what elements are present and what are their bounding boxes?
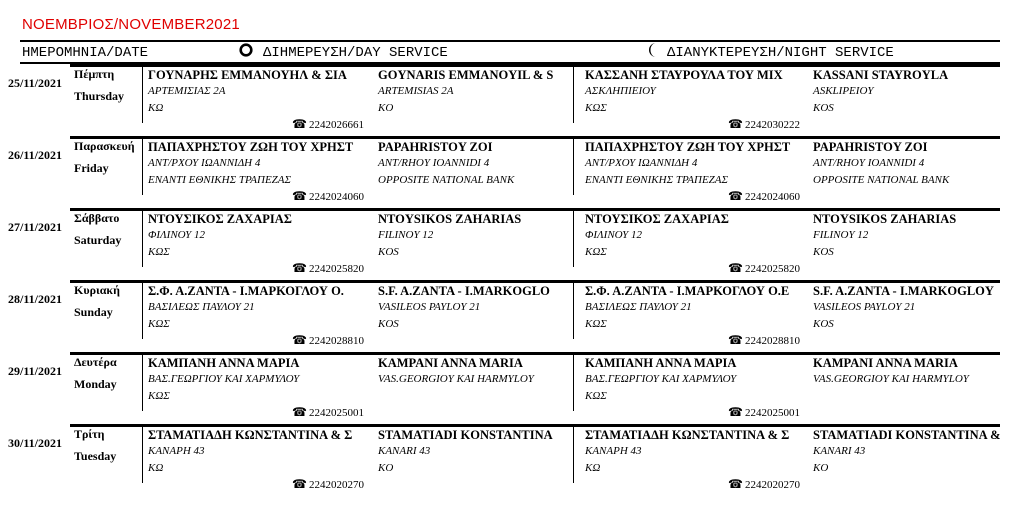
day-pharmacy-name-english: S.F. A.ZANTA - I.MARKOGLO — [378, 284, 550, 298]
night-pharmacy-city-greek: ΚΩ — [585, 462, 601, 474]
day-pharmacy-address-english: VASILEOS PAYLOY 21 — [378, 301, 481, 313]
row-day-greek: Τρίτη — [74, 427, 105, 441]
phone-icon: ☎ — [292, 117, 307, 131]
day-pharmacy-city-greek: ΕΝΑΝΤΙ ΕΘΝΙΚΗΣ ΤΡΑΠΕΖΑΣ — [148, 174, 292, 186]
night-pharmacy-address-english: KANARI 43 — [813, 445, 866, 457]
night-pharmacy-phone[interactable] — [728, 405, 800, 420]
phone-icon: ☎ — [292, 477, 307, 491]
day-pharmacy-name-greek: ΝΤΟΥΣΙΚΟΣ ΖΑΧΑΡΙΑΣ — [148, 212, 292, 226]
night-column-divider — [573, 427, 574, 483]
phone-number: 2242030222 — [744, 119, 800, 131]
table-row — [0, 64, 1030, 137]
day-pharmacy-city-greek: ΚΩΣ — [148, 390, 170, 402]
row-date: 28/11/2021 — [8, 292, 63, 306]
day-pharmacy-phone[interactable] — [292, 117, 364, 132]
row-day-greek: Σάββατο — [74, 211, 120, 225]
phone-number: 2242025820 — [308, 263, 364, 275]
table-row — [0, 136, 1030, 209]
night-column-divider — [573, 355, 574, 411]
night-pharmacy-city-english: KO — [813, 462, 829, 474]
day-pharmacy-city-greek: ΚΩΣ — [148, 246, 170, 258]
row-day-english: Tuesday — [74, 449, 117, 463]
row-day-english: Sunday — [74, 305, 113, 319]
night-pharmacy-phone[interactable] — [728, 261, 800, 276]
night-column-divider — [573, 67, 574, 123]
night-pharmacy-city-english: KOS — [813, 246, 834, 258]
header-day-label: ΔΙΗΜΕΡΕΥΣΗ/DAY SERVICE — [263, 45, 448, 61]
night-pharmacy-city-english: KOS — [813, 102, 834, 114]
day-pharmacy-address-greek: ΑΝΤ/ΡΧΟΥ ΙΩΑΝΝΙΔΗ 4 — [148, 157, 261, 169]
page-title: ΝΟΕΜΒΡΙΟΣ/NOVEMBER2021 — [22, 16, 240, 33]
phone-icon: ☎ — [292, 333, 307, 347]
day-pharmacy-name-english: KAMPANI ANNA MARIA — [378, 356, 523, 370]
day-pharmacy-address-english: FILINOY 12 — [378, 229, 434, 241]
night-pharmacy-address-greek: ΒΑΣΙΛΕΩΣ ΠΑΥΛΟΥ 21 — [585, 301, 692, 313]
row-day-greek: Πέμπτη — [74, 67, 115, 81]
day-pharmacy-address-english: KANARI 43 — [378, 445, 431, 457]
phone-number: 2242025820 — [744, 263, 800, 275]
row-divider — [70, 280, 1000, 283]
day-pharmacy-city-english: KO — [378, 462, 394, 474]
day-pharmacy-name-english: STAMATIADI KONSTANTINA — [378, 428, 553, 442]
row-day-greek: Κυριακή — [74, 283, 120, 297]
day-column-divider — [142, 67, 143, 123]
night-pharmacy-name-greek: ΚΑΜΠΑΝΗ ΑΝΝΑ ΜΑΡΙΑ — [585, 356, 737, 370]
sun-icon — [239, 43, 253, 57]
night-pharmacy-name-english: KAMPANI ANNA MARIA — [813, 356, 958, 370]
row-divider — [70, 64, 1000, 67]
row-day-english: Monday — [74, 377, 117, 391]
day-pharmacy-name-greek: Σ.Φ. Α.ΖΑΝΤΑ - Ι.ΜΑΡΚΟΓΛΟΥ Ο. — [148, 284, 344, 298]
phone-number: 2242025001 — [744, 407, 800, 419]
night-pharmacy-address-english: VAS.GEORGIOY KAI HARMYLOY — [813, 373, 969, 385]
phone-number: 2242020270 — [308, 479, 364, 491]
day-column-divider — [142, 211, 143, 267]
day-pharmacy-address-english: ANT/RHOY IOANNIDI 4 — [378, 157, 490, 169]
day-column-divider — [142, 355, 143, 411]
night-pharmacy-address-greek: ΚΑΝΑΡΗ 43 — [585, 445, 642, 457]
phone-number: 2242024060 — [744, 191, 800, 203]
phone-icon: ☎ — [292, 405, 307, 419]
row-divider — [70, 424, 1000, 427]
day-pharmacy-phone[interactable] — [292, 477, 364, 492]
row-date: 26/11/2021 — [8, 148, 63, 162]
night-pharmacy-city-greek: ΚΩΣ — [585, 246, 607, 258]
row-divider — [70, 136, 1000, 139]
table-row — [0, 280, 1030, 353]
day-pharmacy-city-english: OPPOSITE NATIONAL BANK — [378, 174, 515, 186]
day-pharmacy-address-english: ARTEMISIAS 2A — [378, 85, 454, 97]
night-pharmacy-address-greek: ΑΣΚΛΗΠΙΕΙΟΥ — [585, 85, 656, 97]
row-date: 27/11/2021 — [8, 220, 63, 234]
phone-icon: ☎ — [292, 261, 307, 275]
night-column-divider — [573, 283, 574, 339]
day-pharmacy-phone[interactable] — [292, 261, 364, 276]
row-day-english: Saturday — [74, 233, 122, 247]
day-pharmacy-city-greek: ΚΩ — [148, 102, 164, 114]
day-pharmacy-phone[interactable] — [292, 405, 364, 420]
day-pharmacy-name-greek: ΠΑΠΑΧΡΗΣΤΟΥ ΖΩΗ ΤΟΥ ΧΡΗΣΤ — [148, 140, 354, 154]
day-pharmacy-address-greek: ΦΙΛΙΝΟΥ 12 — [148, 229, 206, 241]
phone-number: 2242024060 — [308, 191, 364, 203]
phone-icon: ☎ — [728, 477, 743, 491]
day-pharmacy-name-greek: ΚΑΜΠΑΝΗ ΑΝΝΑ ΜΑΡΙΑ — [148, 356, 300, 370]
night-pharmacy-city-greek: ΕΝΑΝΤΙ ΕΘΝΙΚΗΣ ΤΡΑΠΕΖΑΣ — [585, 174, 729, 186]
night-pharmacy-address-english: FILINOY 12 — [813, 229, 869, 241]
day-pharmacy-address-greek: ΒΑΣΙΛΕΩΣ ΠΑΥΛΟΥ 21 — [148, 301, 255, 313]
night-pharmacy-city-english: OPPOSITE NATIONAL BANK — [813, 174, 950, 186]
header-night-label: ΔΙΑΝΥΚΤΕΡΕΥΣΗ/NIGHT SERVICE — [667, 45, 894, 61]
row-day-english: Thursday — [74, 89, 125, 103]
night-column-divider — [573, 139, 574, 195]
day-column-divider — [142, 283, 143, 339]
night-column-divider — [573, 211, 574, 267]
night-pharmacy-address-greek: ΦΙΛΙΝΟΥ 12 — [585, 229, 643, 241]
night-pharmacy-name-english: NTOYSIKOS ZAHARIAS — [813, 212, 957, 226]
row-day-greek: Δευτέρα — [74, 355, 117, 369]
moon-icon — [645, 42, 661, 58]
row-day-greek: Παρασκευή — [74, 139, 135, 153]
night-pharmacy-name-english: KASSANI STAYROYLA — [813, 68, 949, 82]
day-column-divider — [142, 427, 143, 483]
day-pharmacy-address-english: VAS.GEORGIOY KAI HARMYLOY — [378, 373, 534, 385]
night-pharmacy-name-greek: ΚΑΣΣΑΝΗ ΣΤΑΥΡΟΥΛΑ ΤΟΥ ΜΙΧ — [585, 68, 783, 82]
phone-icon: ☎ — [292, 189, 307, 203]
day-pharmacy-name-english: NTOYSIKOS ZAHARIAS — [378, 212, 522, 226]
night-pharmacy-address-greek: ΑΝΤ/ΡΧΟΥ ΙΩΑΝΝΙΔΗ 4 — [585, 157, 698, 169]
phone-number: 2242020270 — [744, 479, 800, 491]
row-divider — [70, 352, 1000, 355]
day-pharmacy-name-greek: ΣΤΑΜΑΤΙΑΔΗ ΚΩΝΣΤΑΝΤΙΝΑ & Σ — [148, 428, 353, 442]
day-pharmacy-address-greek: ΚΑΝΑΡΗ 43 — [148, 445, 205, 457]
night-pharmacy-name-greek: ΠΑΠΑΧΡΗΣΤΟΥ ΖΩΗ ΤΟΥ ΧΡΗΣΤ — [585, 140, 791, 154]
day-pharmacy-phone[interactable] — [292, 333, 364, 348]
day-pharmacy-city-english: KOS — [378, 318, 399, 330]
night-pharmacy-name-english: S.F. A.ZANTA - I.MARKOGLOY — [813, 284, 994, 298]
night-pharmacy-phone[interactable] — [728, 333, 800, 348]
day-pharmacy-city-greek: ΚΩΣ — [148, 318, 170, 330]
day-column-divider — [142, 139, 143, 195]
table-row — [0, 352, 1030, 425]
row-date: 25/11/2021 — [8, 76, 63, 90]
row-day-english: Friday — [74, 161, 109, 175]
night-pharmacy-city-greek: ΚΩΣ — [585, 390, 607, 402]
row-date: 30/11/2021 — [8, 436, 63, 450]
table-row — [0, 208, 1030, 281]
night-pharmacy-city-greek: ΚΩΣ — [585, 318, 607, 330]
night-pharmacy-name-greek: ΣΤΑΜΑΤΙΑΔΗ ΚΩΝΣΤΑΝΤΙΝΑ & Σ — [585, 428, 790, 442]
phone-icon: ☎ — [728, 261, 743, 275]
night-pharmacy-name-english: STAMATIADI KONSTANTINA & — [813, 428, 1001, 442]
night-pharmacy-name-greek: Σ.Φ. Α.ΖΑΝΤΑ - Ι.ΜΑΡΚΟΓΛΟΥ Ο.Ε — [585, 284, 790, 298]
night-pharmacy-address-english: ANT/RHOY IOANNIDI 4 — [813, 157, 925, 169]
phone-number: 2242025001 — [308, 407, 364, 419]
day-pharmacy-city-english: KO — [378, 102, 394, 114]
header-top-line — [20, 40, 1000, 42]
day-pharmacy-name-english: GOYNARIS EMMANOYIL & S — [378, 68, 554, 82]
header-date-label: ΗΜΕΡΟΜΗΝΙΑ/DATE — [22, 45, 149, 61]
night-pharmacy-address-english: VASILEOS PAYLOY 21 — [813, 301, 916, 313]
day-pharmacy-name-english: PAPAHRISTOY ZOI — [378, 140, 493, 154]
night-pharmacy-phone[interactable] — [728, 117, 800, 132]
phone-icon: ☎ — [728, 117, 743, 131]
night-pharmacy-phone[interactable] — [728, 477, 800, 492]
phone-icon: ☎ — [728, 333, 743, 347]
phone-number: 2242028810 — [308, 335, 364, 347]
night-pharmacy-city-greek: ΚΩΣ — [585, 102, 607, 114]
night-pharmacy-address-greek: ΒΑΣ.ΓΕΩΡΓΙΟΥ ΚΑΙ ΧΑΡΜΥΛΟΥ — [585, 373, 737, 385]
day-pharmacy-address-greek: ΒΑΣ.ΓΕΩΡΓΙΟΥ ΚΑΙ ΧΑΡΜΥΛΟΥ — [148, 373, 300, 385]
day-pharmacy-phone[interactable] — [292, 189, 364, 204]
night-pharmacy-phone[interactable] — [728, 189, 800, 204]
day-pharmacy-city-greek: ΚΩ — [148, 462, 164, 474]
table-row — [0, 424, 1030, 497]
row-divider — [70, 208, 1000, 211]
day-pharmacy-name-greek: ΓΟΥΝΑΡΗΣ ΕΜΜΑΝΟΥΗΛ & ΣΙΑ — [148, 68, 347, 82]
phone-icon: ☎ — [728, 189, 743, 203]
day-pharmacy-city-english: KOS — [378, 246, 399, 258]
night-pharmacy-name-greek: ΝΤΟΥΣΙΚΟΣ ΖΑΧΑΡΙΑΣ — [585, 212, 729, 226]
row-date: 29/11/2021 — [8, 364, 63, 378]
phone-icon: ☎ — [728, 405, 743, 419]
day-pharmacy-address-greek: ΑΡΤΕΜΙΣΙΑΣ 2Α — [148, 85, 226, 97]
phone-number: 2242026661 — [308, 119, 364, 131]
night-pharmacy-city-english: KOS — [813, 318, 834, 330]
night-pharmacy-address-english: ASKLIPEIOY — [813, 85, 874, 97]
phone-number: 2242028810 — [744, 335, 800, 347]
night-pharmacy-name-english: PAPAHRISTOY ZOI — [813, 140, 928, 154]
